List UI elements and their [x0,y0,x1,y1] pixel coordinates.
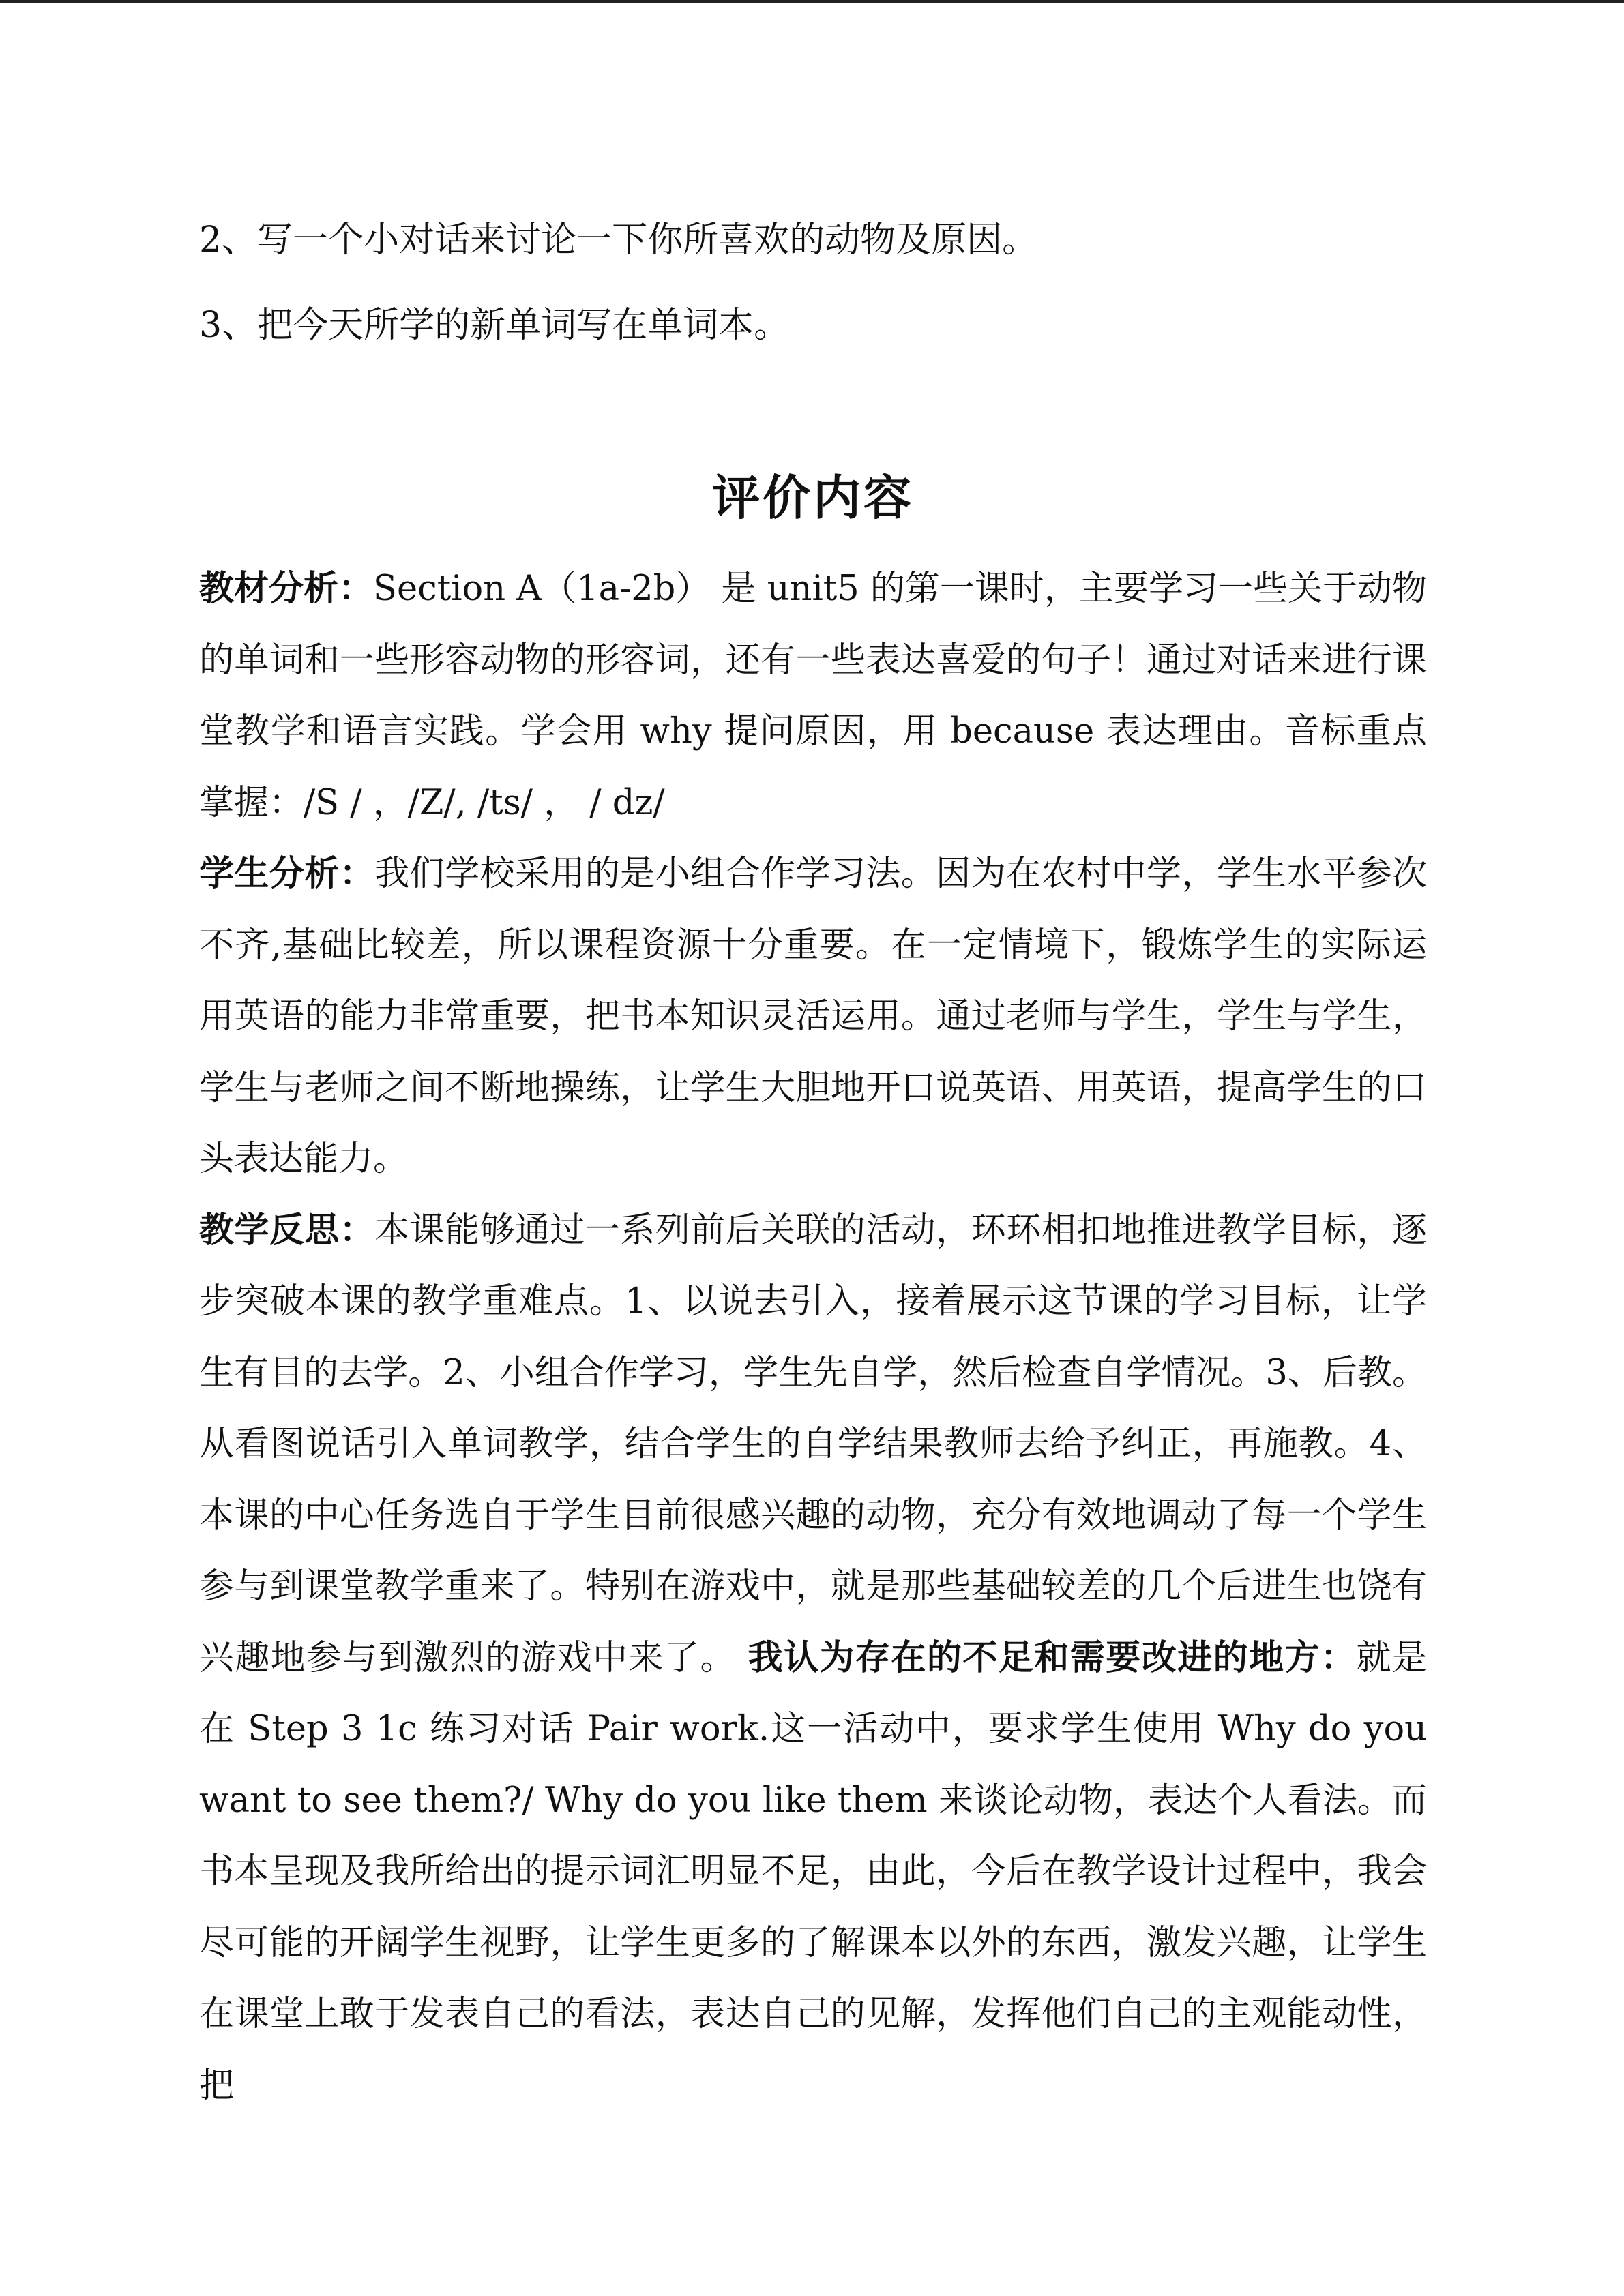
homework-item-3: 3、把今天所学的新单词写在单词本。 [199,305,790,346]
student-analysis-text: 我们学校采用的是小组合作学习法。因为在农村中学，学生水平参次不齐,基础比较差，所以课程资源十分重要。在一定情境下，锻炼学生的实际运用英语的能力非常重要，把书本知识灵活运用。通过老师与学生，学生与学生，学生与老师之间不断地操练，让学生大胆地开口说英语、用英语，提高学生的口头表达能力。 [199,854,1427,1179]
student-analysis-label: 学生分析： [199,854,375,894]
improvement-heading: 我认为存在的不足和需要改进的地方： [748,1637,1357,1678]
homework-item-2: 2、写一个小对话来讨论一下你所喜欢的动物及原因。 [199,220,1038,260]
teaching-reflection-label: 教学反思： [199,1210,375,1251]
textbook-analysis-paragraph [199,554,1427,839]
teaching-reflection-text: 本课能够通过一系列前后关联的活动，环环相扣地推进教学目标，逐步突破本课的教学重难点。1、以说去引入，接着展示这节课的学习目标，让学生有目的去学。2、小组合作学习，学生先自学，然后检查自学情况。3、后教。从看图说话引入单词教学，结合学生的自学结果教师去给予纠正，再施教。4、本课的中心任务选自于学生目前很感兴趣的动物，充分有效地调动了每一个学生参与到课堂教学重来了。特别在游戏中，就是那些基础较差的几个后进生也饶有兴趣地参与到激烈的游戏中来了。 [199,1210,1427,1678]
student-analysis-paragraph [199,839,1427,1195]
page-top-border [0,0,1624,3]
improvement-text: 就是在 Step 3 1c 练习对话 Pair work.这一活动中，要求学生使用 Why do you want to see them?/ Why do you like them 来谈论动物，表达个人看法。而书本呈现及我所给出的提示词汇明显不足，由此，今后在教学设计过程中，我会尽可能的开阔学生视野，让学生更多的了解课本以外的东西，激发兴趣，让学生在课堂上敢于发表自己的看法，表达自己的见解，发挥他们自己的主观能动性，把 [199,1637,1427,2106]
textbook-analysis-text: Section A（1a-2b） 是 unit5 的第一课时，主要学习一些关于动物的单词和一些形容动物的形容词，还有一些表达喜爱的句子！通过对话来进行课堂教学和语言实践。学会用 why 提问原因，用 because 表达理由。音标重点掌握：/S / ，/Z/, /ts/ ， / dz/ [199,569,1427,823]
textbook-analysis-label: 教材分析： [199,569,374,609]
evaluation-body [199,554,1427,2121]
section-title: 评价内容 [712,470,914,526]
teaching-reflection-paragraph [199,1195,1427,2122]
